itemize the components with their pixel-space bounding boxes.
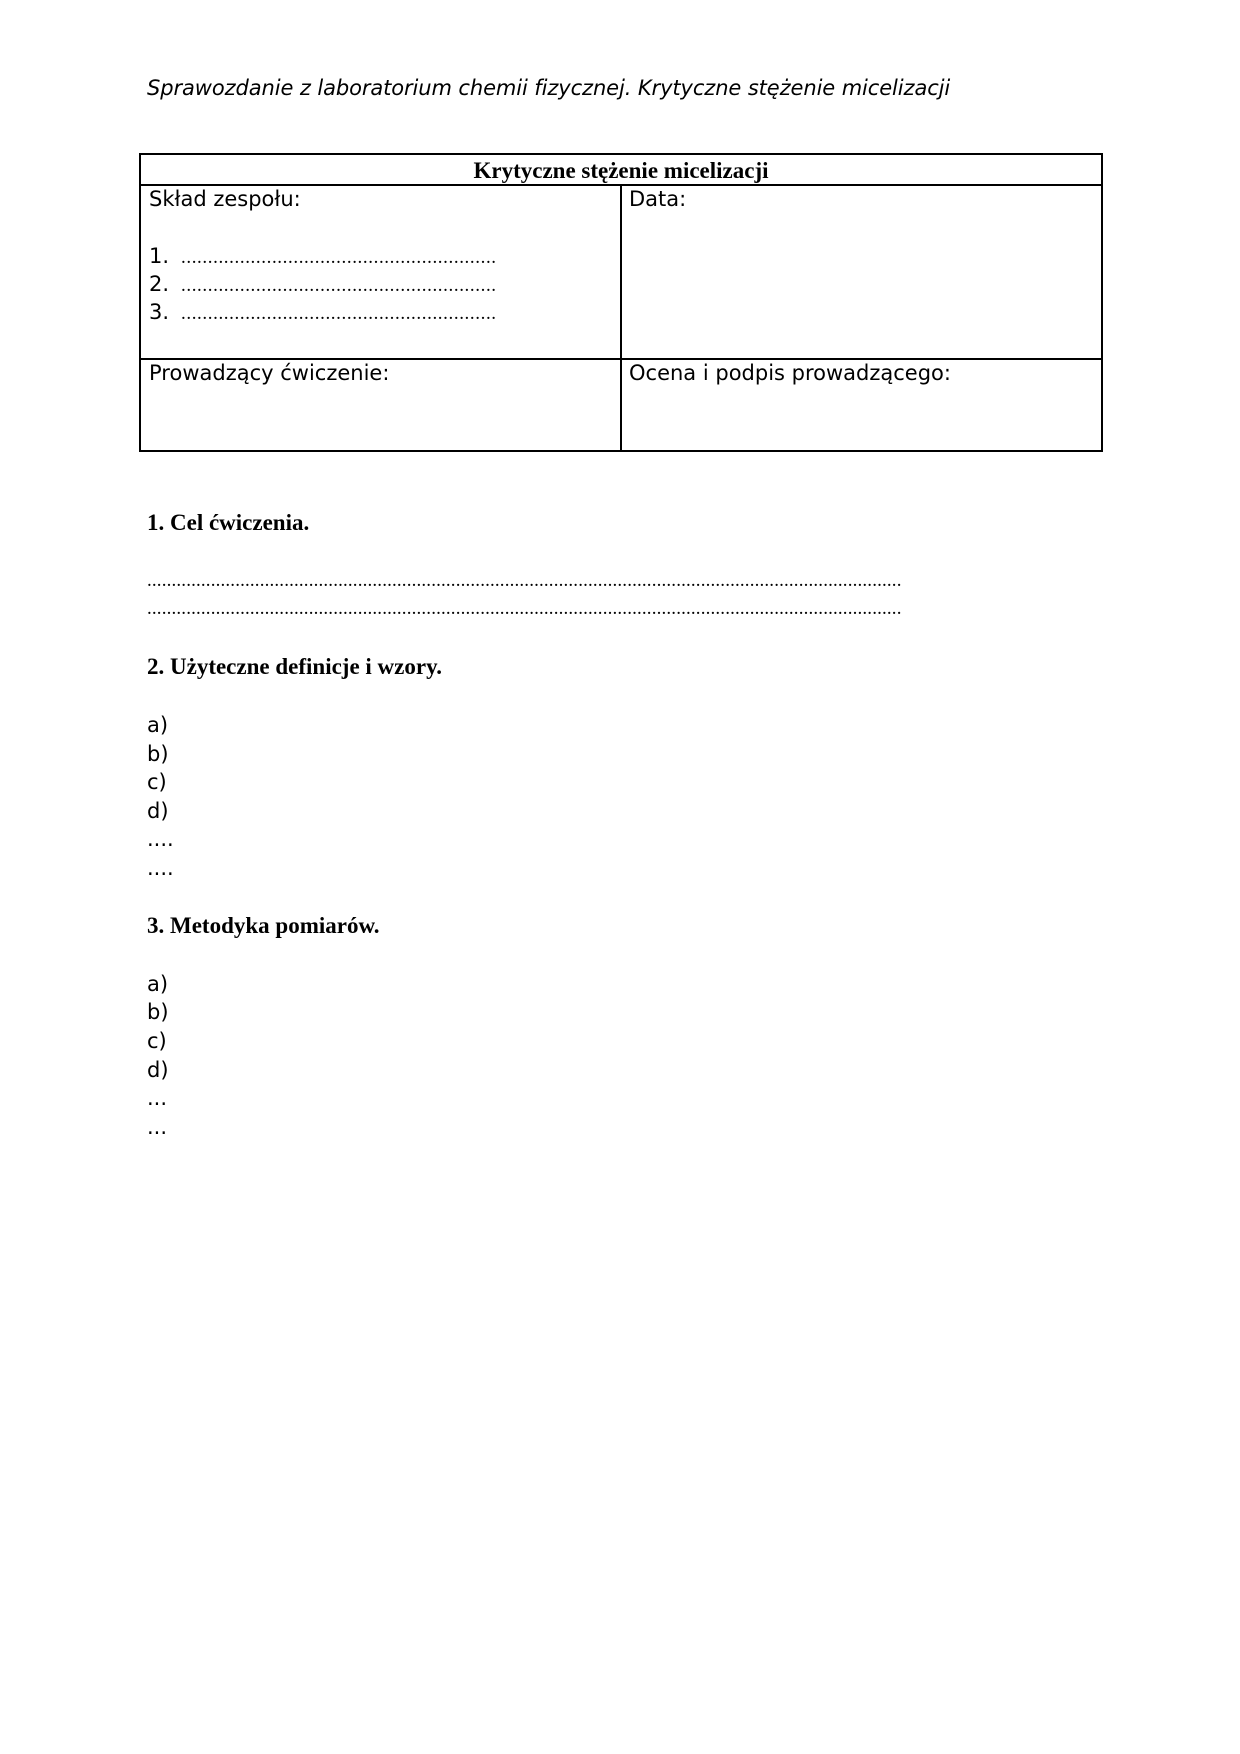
list-item: .... [147,827,174,851]
section-heading-goal: 1. Cel ćwiczenia. [147,510,310,535]
list-item: a) [147,972,169,996]
date-label: Data: [629,187,687,211]
team-member-line [149,244,497,269]
member-blank: ........................................................... [181,247,497,268]
list-item: c) [147,1029,167,1053]
team-label: Skład zespołu: [149,187,301,211]
list-item: b) [147,1000,169,1024]
member-number: 3. [149,300,170,324]
team-member-line [149,300,497,325]
instructor-label: Prowadzący ćwiczenie: [149,361,390,385]
section-heading-methodology: 3. Metodyka pomiarów. [147,913,380,938]
goal-blank-line: .......................................................................................................................................................... [147,598,902,619]
grade-signature-label: Ocena i podpis prowadzącego: [629,361,951,385]
team-member-line [149,272,497,297]
report-form-table [139,153,1103,452]
page-header: Sprawozdanie z laboratorium chemii fizycznej. Krytyczne stężenie micelizacji [147,76,951,100]
form-title: Krytyczne stężenie micelizacji [141,155,1101,186]
goal-blank-line: .......................................................................................................................................................... [147,570,902,591]
list-item: a) [147,713,169,737]
member-blank: ........................................................... [181,275,497,296]
list-item: d) [147,799,169,823]
list-item: c) [147,770,167,794]
list-item: b) [147,742,169,766]
member-blank: ........................................................... [181,303,497,324]
column-divider [620,184,622,452]
member-number: 1. [149,244,170,268]
row-divider [141,358,1101,360]
list-item: ... [147,1115,168,1139]
list-item: ... [147,1086,168,1110]
list-item: .... [147,856,174,880]
section-heading-definitions: 2. Użyteczne definicje i wzory. [147,654,443,679]
member-number: 2. [149,272,170,296]
list-item: d) [147,1058,169,1082]
